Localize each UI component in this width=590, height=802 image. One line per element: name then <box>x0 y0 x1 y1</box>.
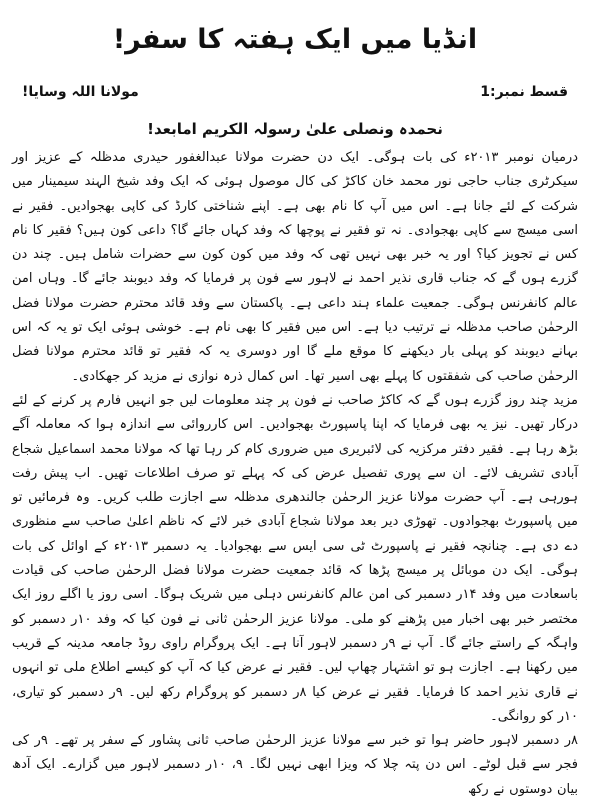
doxology-heading: نحمدہ ونصلی علیٰ رسولہ الکریم امابعد! <box>147 120 443 138</box>
installment-label: قسط نمبر:1 <box>480 84 568 100</box>
article-meta <box>10 82 580 102</box>
body-paragraph: ۸ر دسمبر لاہور حاضر ہوا تو خبر سے مولانا عزیز الرحمٰن صاحب ثانی پشاور کے سفر پر تھے۔ ۹ر کی فجر سے قبل لوٹے۔ اس دن پتہ چلا کہ ویزا ابھی نہیں لگا۔ ۹، ۱۰ر دسمبر لاہور میں گزارے۔ ایک آدھ بیان دوستوں نے رکھ <box>12 733 579 797</box>
article-title: انڈیا میں ایک ہفتہ کا سفر! <box>112 24 478 55</box>
body-paragraph: مزید چند روز گزرے ہوں گے کہ کاکڑ صاحب نے فون پر چند معلومات لیں جو انہیں فارم پر کرنے کے لئے درکار تھیں۔ نیز یہ بھی فرمایا کہ اپنا پاسپورٹ بھجوادیں۔ اس کارروائی سے اندازہ ہوا کہ معاملہ آگے بڑھ رہا ہے۔ فقیر دفتر مرکزیہ کی لائبریری میں ضروری کام کر رہا تھا کہ مولانا محمد اسماعیل شجاع آبادی تشریف لائے۔ ان سے پوری تفصیل عرض کی کہ پہلے تو صرف اطلاعات تھیں۔ اب پیش رفت ہورہی ہے۔ آپ حضرت مولانا عزیز الرحمٰن جالندھری مدظلہ سے اجازت طلب کریں۔ وہ فرمائیں تو میں پاسپورٹ بھجوادوں۔ تھوڑی دیر بعد مولانا شجاع آبادی خبر لائے کہ ناظم اعلیٰ صاحب سے منظوری دے دی ہے۔ چنانچہ فقیر نے پاسپورٹ ٹی سی ایس سے بھجوادیا۔ یہ دسمبر ۲۰۱۳ء کے اوائل کی بات ہوگی۔ ایک دن موبائل پر میسج پڑھا کہ قائد جمعیت حضرت مولانا فضل الرحمٰن صاحب کی قیادت باسعادت میں وفد ۱۴ر دسمبر کی امن عالم کانفرنس دہلی میں شریک ہوگا۔ اسی روز یا اگلے روز ایک مختصر خبر بھی اخبار میں پڑھنے کو ملی۔ مولانا عزیز الرحمٰن ثانی نے فون کیا کہ وفد ۱۰ر دسمبر کو واہگہ کے راستے جائے گا۔ آپ نے ۹ر دسمبر لاہور آنا ہے۔ ایک پروگرام راوی روڈ جامعہ مدینہ کے قریب میں رکھنا ہے۔ اجازت ہو تو اشتہار چھاپ لیں۔ فقیر نے عرض کیا کہ آپ کو کیسے اطلاع ملی تو انہوں نے قاری نذیر احمد کا فرمایا۔ فقیر نے عرض کیا ۸ر دسمبر کو پروگرام رکھ لیں۔ ۹ر دسمبر کو تیاری، ۱۰ر کو روانگی۔ <box>12 392 579 724</box>
article-body <box>10 146 580 802</box>
body-paragraph: درمیان نومبر ۲۰۱۳ء کی بات ہوگی۔ ایک دن حضرت مولانا عبدالغفور حیدری مدظلہ کے عزیز اور سیکرٹری جناب حاجی نور محمد خان کاکڑ کی کال موصول ہوئی کہ ایک وفد شیخ الہند سیمینار میں شرکت کے لئے جانا ہے۔ اس میں آپ کا نام بھی ہے۔ اپنے شناختی کارڈ کی کاپی بھجوادیں۔ فقیر نے اسی میسج سے کاپی بھجوادی۔ نہ تو فقیر نے پوچھا کہ وفد کہاں جائے گا؟ داعی کون ہیں؟ فقیر کا نام کس نے تجویز کیا؟ اور یہ خبر بھی نہیں تھی کہ وفد میں کون کون سے حضرات شامل ہیں۔ چند دن گزرے ہوں گے کہ جناب قاری نذیر احمد نے لاہور سے فون پر فرمایا کہ وفد دیوبند جائے گا۔ وہاں امن عالم کانفرنس ہوگی۔ جمعیت علماء ہند داعی ہے۔ پاکستان سے وفد قائد محترم حضرت مولانا فضل الرحمٰن صاحب مدظلہ نے ترتیب دیا ہے۔ اس میں فقیر کا بھی نام ہے۔ خوشی ہوئی ایک تو یہ کہ اس بہانے دیوبند کو پہلی بار دیکھنے کا موقع ملے گا اور دوسری یہ کہ فقیر تو قائد محترم مولانا فضل الرحمٰن صاحب کی شفقتوں کا پہلے بھی اسیر تھا۔ اس کمال ذرہ نوازی نے مزید کر جھکادی۔ <box>12 150 578 384</box>
author-name: مولانا اللہ وسایا! <box>22 84 139 100</box>
